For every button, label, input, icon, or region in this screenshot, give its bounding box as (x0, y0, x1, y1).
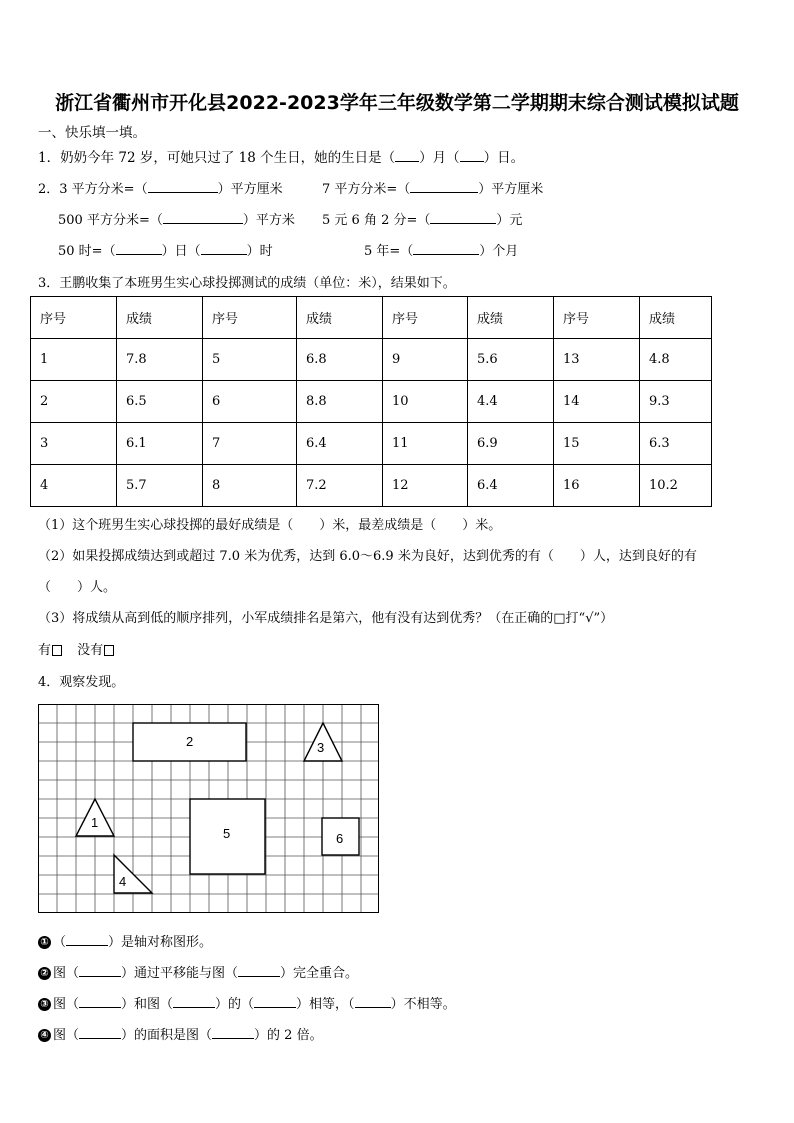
q4-text: ）的 2 倍。 (254, 1028, 323, 1043)
question-3-part-3: （3）将成绩从高到低的顺序排列，小军成绩排名是第六，他有没有达到优秀？（在正确的□打“√”） (38, 611, 614, 626)
question-2-row-1a (38, 178, 283, 197)
question-2-row-3b (364, 240, 518, 259)
q4-blank[interactable] (79, 1026, 121, 1039)
q4-text: ）相等，（ (296, 997, 355, 1012)
q4-text: 图（ (53, 997, 80, 1012)
scores-table (30, 296, 712, 507)
question-3-part-2a: （2）如果投掷成绩达到或超过 7.0 米为优秀，达到 6.0～6.9 米为良好，达到优秀的有（ ）人，达到良好的有 (38, 549, 697, 564)
q2-blank[interactable] (201, 242, 247, 255)
question-4-item-3 (38, 993, 456, 1012)
q4-blank[interactable] (79, 995, 121, 1008)
table-cell: 7 (203, 423, 297, 465)
table-cell: 15 (554, 423, 640, 465)
q4-blank[interactable] (212, 1026, 254, 1039)
q2-text: ）个月 (479, 244, 519, 259)
table-cell: 10.2 (640, 465, 712, 507)
table-cell: 7.2 (297, 465, 383, 507)
shape-label-6: 6 (336, 831, 344, 846)
q4-blank[interactable] (355, 995, 391, 1008)
page-title: 浙江省衢州市开化县2022-2023学年三年级数学第二学期期末综合测试模拟试题 (55, 92, 739, 114)
q4-text: ）是轴对称图形。 (108, 935, 213, 950)
q1-text-a: 1．奶奶今年 72 岁，可她只过了 18 个生日，她的生日是（ (38, 150, 396, 166)
table-cell: 10 (383, 381, 468, 423)
circled-number-4: ④ (38, 1029, 51, 1042)
q2-blank[interactable] (430, 211, 496, 224)
table-cell: 6.4 (468, 465, 554, 507)
table-row (31, 465, 712, 507)
shape-grid (38, 704, 379, 914)
table-cell: 6.3 (640, 423, 712, 465)
shape-label-3: 3 (317, 740, 325, 755)
q2-text: 2．3 平方分米=（ (38, 182, 148, 197)
question-4-item-1 (38, 931, 212, 950)
q2-text: ）时 (246, 244, 273, 259)
table-cell: 2 (31, 381, 117, 423)
option-yes-label: 有 (38, 643, 52, 658)
table-cell: 6 (203, 381, 297, 423)
q4-blank[interactable] (173, 995, 215, 1008)
q4-text: （ (53, 935, 67, 950)
shape-label-1: 1 (91, 815, 99, 830)
q4-text: ）的面积是图（ (121, 1028, 213, 1043)
table-cell: 9 (383, 339, 468, 381)
q2-blank[interactable] (116, 242, 162, 255)
table-cell: 1 (31, 339, 117, 381)
table-row (31, 339, 712, 381)
table-cell: 16 (554, 465, 640, 507)
option-no-checkbox[interactable] (104, 645, 114, 656)
q1-text-c: ）日。 (483, 150, 525, 166)
table-cell: 4.4 (468, 381, 554, 423)
question-2-row-2a (58, 209, 295, 228)
table-cell: 3 (31, 423, 117, 465)
table-cell: 5.7 (117, 465, 203, 507)
table-cell: 6.5 (117, 381, 203, 423)
table-header-row (31, 297, 712, 339)
q2-text: 500 平方分米=（ (58, 213, 163, 228)
grid-svg (38, 704, 379, 914)
q2-text: 50 时=（ (58, 244, 116, 259)
q2-text: ）日（ (161, 244, 201, 259)
table-row (31, 381, 712, 423)
q4-text: ）的（ (215, 997, 255, 1012)
table-cell: 8 (203, 465, 297, 507)
table-cell: 4 (31, 465, 117, 507)
q4-text: ）完全重合。 (280, 966, 359, 981)
shape-label-2: 2 (186, 734, 194, 749)
q2-blank[interactable] (413, 242, 479, 255)
q1-blank-month[interactable] (395, 149, 419, 162)
question-4-intro: 4．观察发现。 (38, 675, 125, 690)
table-header-cell: 成绩 (468, 297, 554, 339)
table-cell: 8.8 (297, 381, 383, 423)
table-cell: 11 (383, 423, 468, 465)
q1-text-b: ）月（ (419, 150, 460, 166)
table-header-cell: 序号 (31, 297, 117, 339)
q2-text: ）平方厘米 (217, 182, 283, 197)
option-no-label: 没有 (77, 643, 104, 658)
table-header-cell: 序号 (383, 297, 468, 339)
table-cell: 13 (554, 339, 640, 381)
question-3-part-2b: （ ）人。 (38, 580, 117, 595)
table-cell: 7.8 (117, 339, 203, 381)
q4-text: 图（ (53, 1028, 80, 1043)
q2-text: 7 平方分米=（ (322, 182, 411, 197)
table-row (31, 423, 712, 465)
circled-number-3: ③ (38, 998, 51, 1011)
shape-label-5: 5 (223, 826, 231, 841)
table-cell: 6.4 (297, 423, 383, 465)
table-cell: 12 (383, 465, 468, 507)
table-header-cell: 成绩 (117, 297, 203, 339)
question-3-options (38, 639, 115, 658)
q4-text: ）通过平移能与图（ (121, 966, 239, 981)
table-cell: 9.3 (640, 381, 712, 423)
q2-text: 5 元 6 角 2 分=（ (322, 213, 431, 228)
table-cell: 6.9 (468, 423, 554, 465)
q2-blank[interactable] (410, 180, 478, 193)
q4-blank[interactable] (254, 995, 296, 1008)
table-cell: 4.8 (640, 339, 712, 381)
table-header-cell: 成绩 (297, 297, 383, 339)
section-heading: 一、快乐填一填。 (38, 125, 146, 141)
question-3-intro: 3．王鹏收集了本班男生实心球投掷测试的成绩（单位：米），结果如下。 (38, 276, 456, 291)
table-header-cell: 序号 (554, 297, 640, 339)
q4-blank[interactable] (66, 933, 108, 946)
table-cell: 5 (203, 339, 297, 381)
q2-text: ）平方米 (242, 213, 295, 228)
q2-text: ）元 (496, 213, 523, 228)
q2-blank[interactable] (148, 180, 218, 193)
q4-blank[interactable] (79, 964, 121, 977)
option-yes-checkbox[interactable] (52, 645, 62, 656)
q2-text: 5 年=（ (364, 244, 414, 259)
question-2-row-3a (58, 240, 273, 259)
q1-blank-day[interactable] (460, 149, 484, 162)
q4-text: ）和图（ (121, 997, 174, 1012)
circled-number-2: ② (38, 967, 51, 980)
table-header-cell: 序号 (203, 297, 297, 339)
table-cell: 14 (554, 381, 640, 423)
question-2-row-1b (322, 178, 543, 197)
question-2-row-2b (322, 209, 522, 228)
question-1 (38, 146, 524, 166)
question-3-part-1: （1）这个班男生实心球投掷的最好成绩是（ ）米，最差成绩是（ ）米。 (38, 518, 502, 533)
question-4-item-4 (38, 1024, 323, 1043)
q2-blank[interactable] (163, 211, 243, 224)
question-4-item-2 (38, 962, 358, 981)
q4-text: 图（ (53, 966, 80, 981)
table-cell: 5.6 (468, 339, 554, 381)
circled-number-1: ① (38, 936, 51, 949)
q4-text: ）不相等。 (390, 997, 456, 1012)
table-cell: 6.8 (297, 339, 383, 381)
table-cell: 6.1 (117, 423, 203, 465)
shape-label-4: 4 (119, 874, 127, 889)
q2-text: ）平方厘米 (478, 182, 544, 197)
table-header-cell: 成绩 (640, 297, 712, 339)
q4-blank[interactable] (238, 964, 280, 977)
